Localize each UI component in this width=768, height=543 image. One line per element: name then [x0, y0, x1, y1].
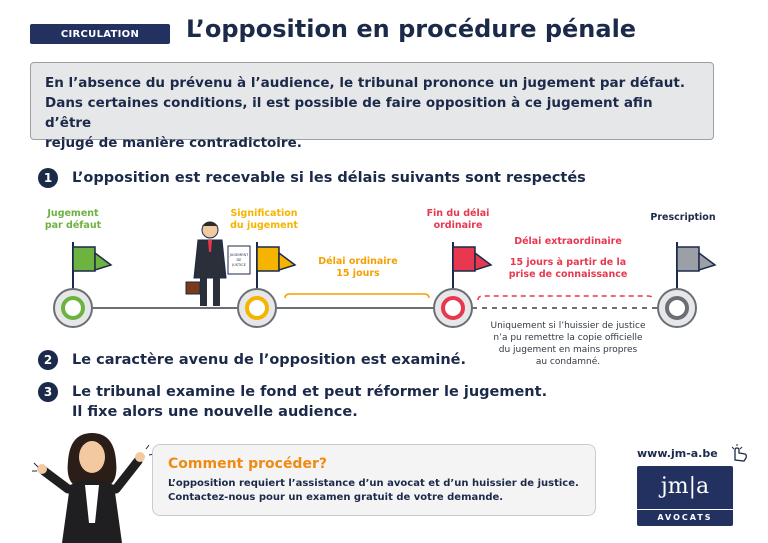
logo-subtitle: AVOCATS: [637, 509, 733, 527]
page-title: L’opposition en procédure pénale: [186, 15, 637, 43]
intro-line-3: rejugé de manière contradictoire.: [45, 135, 302, 151]
intro-line-1: En l’absence du prévenu à l’audience, le tribunal prononce un jugement par défaut.: [45, 75, 685, 91]
firm-logo: [637, 466, 733, 526]
cursor-hand-icon: [729, 444, 749, 462]
extraordinary-delay-detail: 15 jours à partir de la prise de connaissance: [508, 257, 628, 280]
milestone-label-3: Fin du délai ordinaire: [426, 208, 490, 231]
milestone-prescription: [658, 242, 715, 327]
document-text-3: JUSTICE: [232, 263, 246, 267]
procedure-title: Comment procéder?: [168, 456, 327, 472]
milestone-jugement-par-defaut: [54, 242, 111, 327]
logo-mark: jm|a: [660, 474, 710, 499]
intro-line-2: Dans certaines conditions, il est possible de faire opposition à ce jugement afin d’être: [45, 95, 653, 131]
lawyer-illustration: [30, 423, 160, 543]
extraordinary-delay-title: Délai extraordinaire: [514, 236, 622, 247]
procedure-text: L’opposition requiert l’assistance d’un avocat et d’un huissier de justice. Contactez-nous pour un examen gratuit de votre demande.: [168, 478, 579, 503]
ordinary-delay-label: Délai ordinaire 15 jours: [318, 256, 398, 279]
category-tag: CIRCULATION: [30, 24, 170, 44]
document-text-1: JUGEMENT: [229, 253, 249, 257]
milestone-fin-delai: [434, 242, 491, 327]
extraordinary-bracket: [478, 296, 653, 300]
step-text: Le tribunal examine le fond et peut réformer le jugement. Il fixe alors une nouvelle audience.: [72, 384, 548, 420]
step-number-badge: 2: [38, 350, 58, 370]
extraordinary-note: Uniquement si l’huissier de justice n’a pu remettre la copie officielle du jugement en mains propres au condamné.: [490, 321, 646, 367]
milestone-label-1: Jugement par défaut: [44, 208, 102, 231]
milestone-label-2: Signification du jugement: [230, 208, 298, 231]
milestone-label-4: Prescription: [650, 212, 716, 223]
ordinary-bracket: [285, 294, 429, 298]
step-text: Le caractère avenu de l’opposition est examiné.: [72, 352, 467, 368]
document-text-2: DE: [236, 258, 242, 262]
step-text: L’opposition est recevable si les délais suivants sont respectés: [72, 170, 586, 186]
step-number-badge: 1: [38, 168, 58, 188]
website-link[interactable]: www.jm-a.be: [637, 447, 718, 460]
step-number-badge: 3: [38, 382, 58, 402]
